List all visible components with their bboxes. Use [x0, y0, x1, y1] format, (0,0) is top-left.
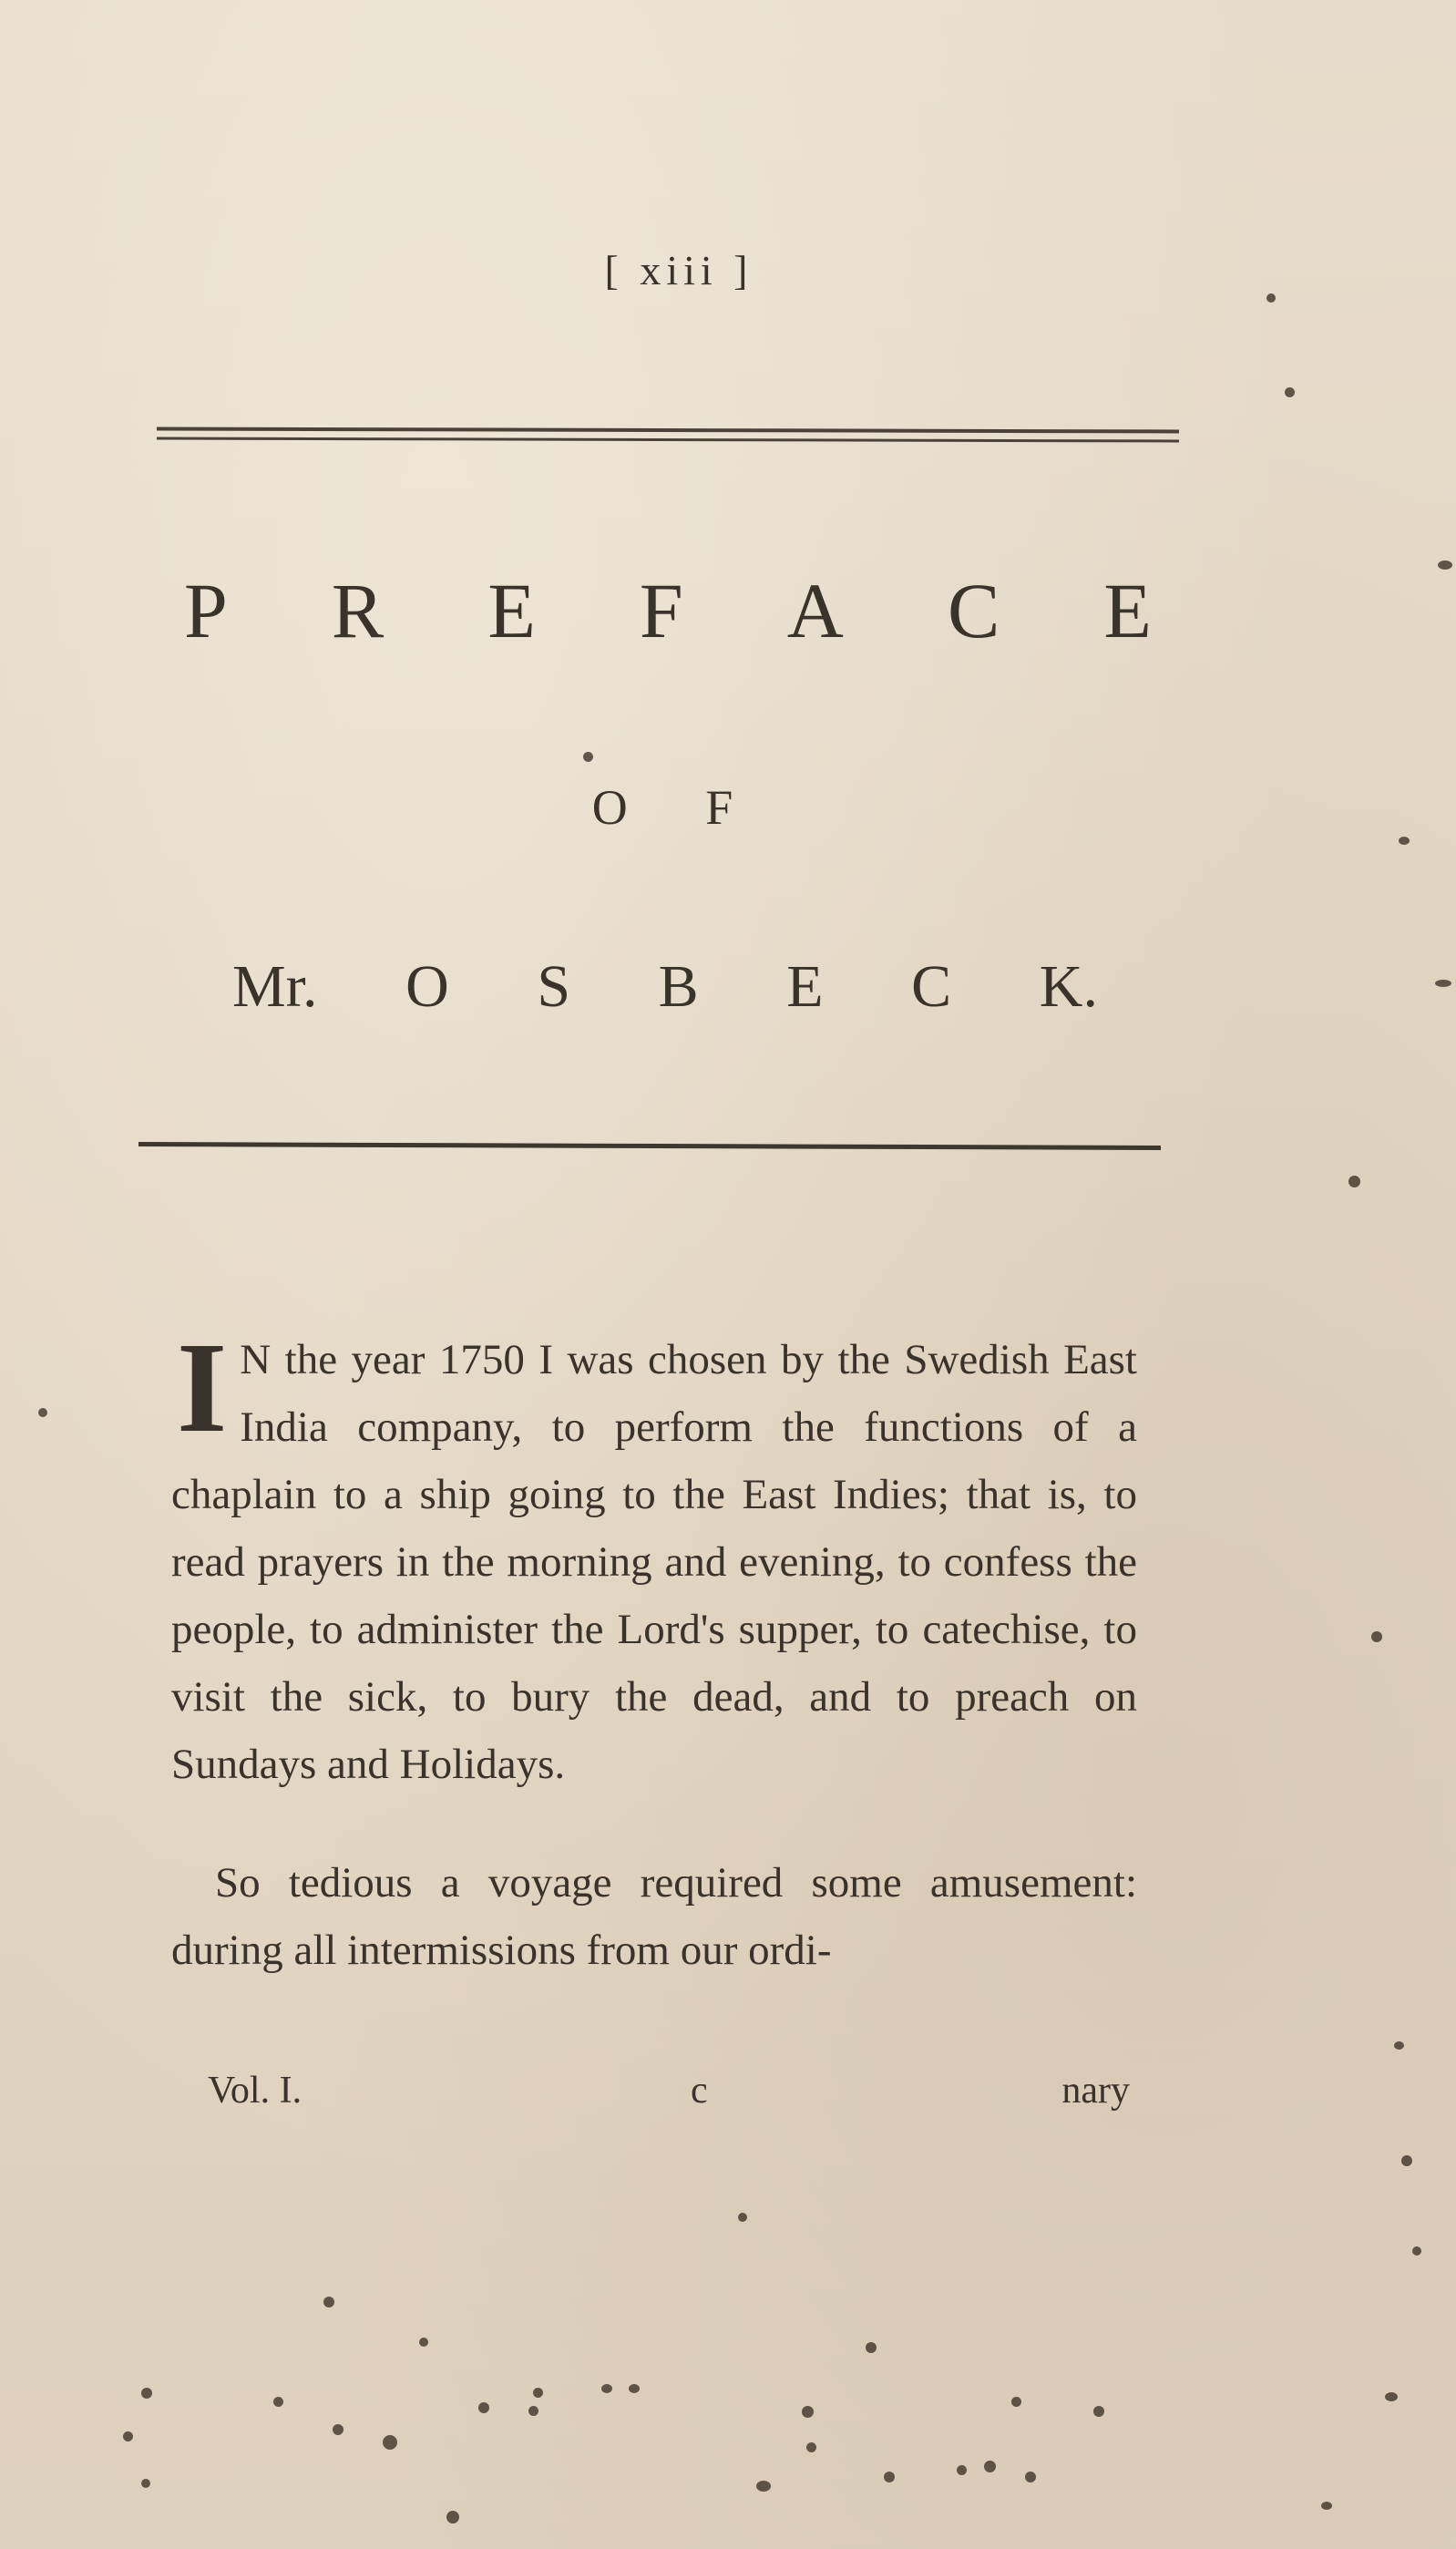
author-part: K.	[1039, 953, 1098, 1020]
paper-speck	[333, 2424, 343, 2435]
catchword: nary	[1061, 2070, 1130, 2112]
paper-speck	[957, 2465, 967, 2475]
paper-speck	[601, 2384, 612, 2393]
body-text	[171, 1315, 1137, 2027]
paper-speck	[1385, 2392, 1398, 2401]
paragraph-1-text: N the year 1750 I was chosen by the Swedish East India company, to perform the functions of a chaplain to a ship going to the East Indies; that is, to read prayers in the morning and evening, to confess the people, to administer the Lord's supper, to catechise, to visit the sick, to bury the dead, and to preach on Sundays and Holidays.	[171, 1336, 1137, 1788]
paper-speck	[141, 2479, 150, 2488]
paper-speck	[884, 2472, 895, 2482]
paper-speck	[806, 2442, 816, 2452]
paper-speck	[1266, 293, 1276, 303]
paper-speck	[1438, 560, 1452, 570]
paper-speck	[478, 2402, 489, 2413]
paper-speck	[1093, 2406, 1104, 2417]
paper-speck	[756, 2481, 771, 2492]
paper-speck	[273, 2397, 283, 2407]
author-part: Mr.	[232, 953, 318, 1020]
paper-speck	[323, 2297, 334, 2307]
paper-speck	[1399, 837, 1410, 845]
title-letter: R	[331, 567, 385, 654]
title-letter: E	[487, 567, 536, 654]
paper-speck	[1285, 387, 1295, 397]
title-letter: P	[184, 567, 228, 654]
volume-label: Vol. I.	[208, 2070, 302, 2112]
paper-speck	[802, 2406, 814, 2418]
paper-speck	[1435, 980, 1451, 987]
paper-speck	[1321, 2502, 1332, 2510]
page-number: [ xiii ]	[604, 247, 754, 293]
title-connector: O F	[591, 780, 766, 835]
paper-speck	[1394, 2041, 1404, 2050]
title-letter: F	[639, 567, 683, 654]
author-part: S	[537, 953, 571, 1020]
paper-speck	[629, 2384, 640, 2393]
paragraph-1	[171, 1315, 1137, 1798]
paper-speck	[38, 1408, 47, 1417]
paragraph-2: So tedious a voyage required some amusement: during all intermissions from our ordi-	[171, 1859, 1137, 1974]
paper-speck	[1025, 2472, 1036, 2482]
author-name	[232, 952, 1098, 1022]
paper-speck	[533, 2388, 543, 2398]
page-title	[157, 565, 1179, 656]
paper-speck	[1401, 2155, 1412, 2166]
paper-speck	[583, 752, 593, 762]
paper-speck	[383, 2435, 397, 2450]
paper-speck	[1412, 2246, 1421, 2256]
author-part: E	[786, 953, 824, 1020]
paper-speck	[446, 2511, 459, 2523]
paper-speck	[866, 2342, 877, 2353]
paper-speck	[528, 2406, 538, 2416]
author-part: C	[911, 953, 952, 1020]
signature-mark: c	[691, 2070, 708, 2112]
header-single-rule	[138, 1142, 1161, 1150]
title-letter: E	[1103, 567, 1152, 654]
paper-speck	[1348, 1176, 1360, 1187]
paper-speck	[419, 2338, 428, 2347]
author-part: O	[405, 953, 449, 1020]
drop-cap: I	[177, 1315, 228, 1459]
paper-speck	[123, 2431, 133, 2441]
paper-speck	[1371, 1631, 1382, 1642]
title-letter: A	[786, 567, 844, 654]
title-letter: C	[947, 567, 1000, 654]
paper-speck	[984, 2461, 996, 2472]
paper-speck	[738, 2213, 747, 2222]
author-part: B	[658, 953, 699, 1020]
paper-speck	[1011, 2397, 1021, 2407]
header-double-rule	[157, 427, 1179, 443]
paper-speck	[141, 2388, 152, 2399]
